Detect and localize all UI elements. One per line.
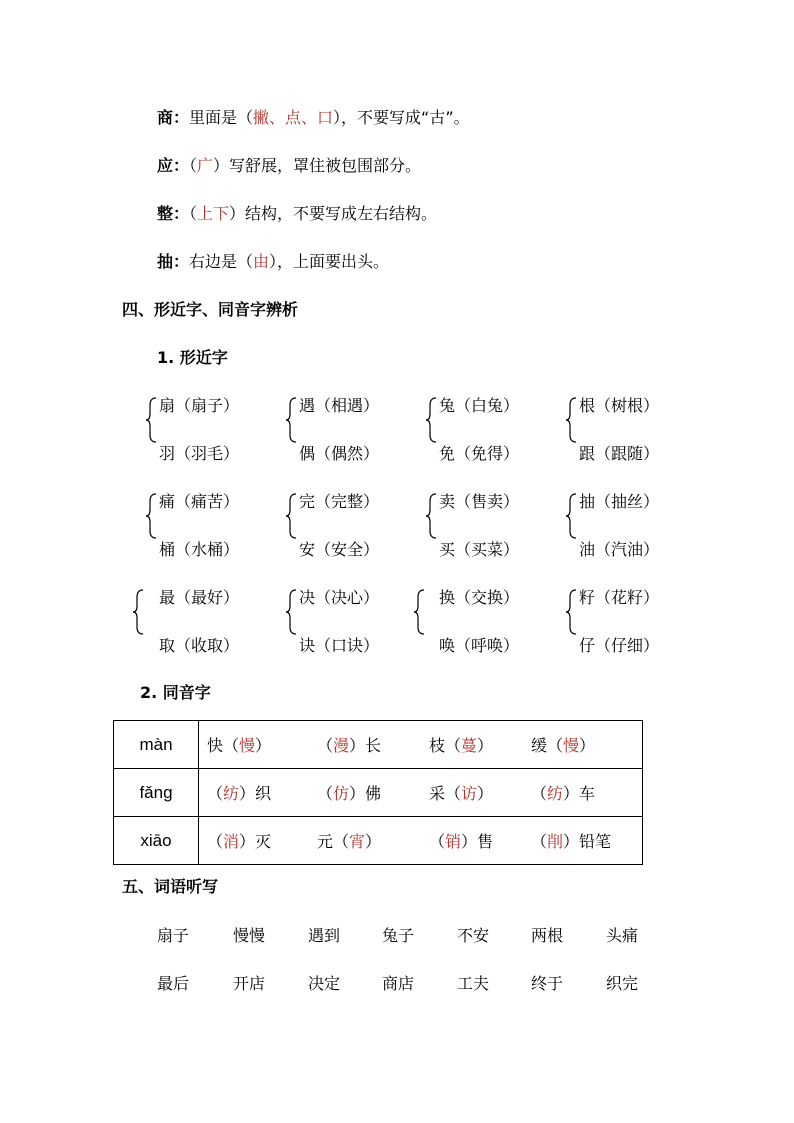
- char-pair-bottom: 免（免得）: [439, 444, 520, 463]
- homophone-word: （漫）长: [317, 736, 382, 755]
- char-pair-top: 换（交换）: [439, 588, 520, 607]
- char-pair-bottom: 羽（羽毛）: [159, 444, 240, 463]
- pinyin-cell: xiāo: [114, 817, 199, 865]
- char-pair-bottom: 唤（呼唤）: [439, 636, 520, 655]
- dictation-word: 工夫: [457, 974, 490, 993]
- brace-icon: [145, 493, 157, 539]
- char-pair: [425, 395, 555, 467]
- char-pair-top: 扇（扇子）: [159, 396, 240, 415]
- char-pair-bottom: 取（收取）: [159, 636, 240, 655]
- note-char: 整：: [157, 204, 190, 223]
- note-text: （: [189, 204, 198, 223]
- brace-icon: [285, 493, 297, 539]
- brace-icon: [425, 493, 437, 539]
- words-cell: [199, 721, 643, 769]
- char-pair-bottom: 仔（仔细）: [579, 636, 660, 655]
- dictation-word: 开店: [233, 974, 266, 993]
- words-cell: [199, 769, 643, 817]
- note-text: 里面是（: [189, 108, 254, 127]
- subsection-heading: 1. 形近字: [157, 348, 228, 367]
- brace-icon: [565, 589, 577, 635]
- char-pair-top: 决（决心）: [299, 588, 380, 607]
- char-pair: [285, 491, 415, 563]
- words-cell: [199, 817, 643, 865]
- section-heading: 五、词语听写: [122, 877, 219, 896]
- homophone-word: 缓（慢）: [531, 736, 596, 755]
- note-line: [157, 203, 437, 225]
- note-text: （: [189, 156, 198, 175]
- char-pair-bottom: 买（买菜）: [439, 540, 520, 559]
- char-pair: [145, 395, 275, 467]
- char-pair-top: 籽（花籽）: [579, 588, 660, 607]
- section-heading: 四、形近字、同音字辨析: [122, 300, 299, 319]
- char-pair-top: 抽（抽丝）: [579, 492, 660, 511]
- note-line: [157, 251, 389, 273]
- dictation-word: 兔子: [382, 926, 415, 945]
- homophone-word: （销）售: [429, 832, 494, 851]
- brace-icon: [413, 589, 425, 635]
- table-row: [114, 769, 643, 817]
- char-pair: [565, 587, 695, 659]
- note-text: ），上面要出头。: [269, 252, 390, 271]
- char-pair-top: 兔（白兔）: [439, 396, 520, 415]
- note-char: 商：: [157, 108, 190, 127]
- char-pair-bottom: 跟（跟随）: [579, 444, 660, 463]
- brace-icon: [285, 397, 297, 443]
- brace-icon: [565, 397, 577, 443]
- homophone-word: 枝（蔓）: [429, 736, 494, 755]
- note-text: ）写舒展，罩住被包围部分。: [213, 156, 422, 175]
- note-line: [157, 155, 421, 177]
- char-pair-top: 痛（痛苦）: [159, 492, 240, 511]
- dictation-word: 扇子: [157, 926, 190, 945]
- char-pair-bottom: 偶（偶然）: [299, 444, 380, 463]
- char-pair-top: 遇（相遇）: [299, 396, 380, 415]
- homophone-word: （消）灭: [207, 832, 272, 851]
- note-answer: 广: [197, 156, 214, 175]
- note-text: 右边是（: [189, 252, 254, 271]
- char-pair: [132, 587, 272, 659]
- pinyin-cell: fǎng: [114, 769, 199, 817]
- brace-icon: [565, 493, 577, 539]
- dictation-word: 不安: [457, 926, 490, 945]
- char-pair-bottom: 安（安全）: [299, 540, 380, 559]
- char-pair: [565, 395, 695, 467]
- note-answer: 上下: [197, 204, 230, 223]
- char-pair-top: 完（完整）: [299, 492, 380, 511]
- table-row: [114, 817, 643, 865]
- note-text: ），不要写成“古”。: [333, 108, 470, 127]
- pinyin-cell: màn: [114, 721, 199, 769]
- note-char: 抽：: [157, 252, 190, 271]
- homophone-word: （纺）织: [207, 784, 272, 803]
- note-answer: 撇、点、口: [253, 108, 334, 127]
- dictation-word: 决定: [308, 974, 341, 993]
- note-char: 应：: [157, 156, 190, 175]
- char-pair-bottom: 油（汽油）: [579, 540, 660, 559]
- note-answer: 由: [253, 252, 270, 271]
- homophone-word: （纺）车: [531, 784, 596, 803]
- char-pair: [413, 587, 553, 659]
- homophone-word: 快（慢）: [207, 736, 272, 755]
- table-row: [114, 721, 643, 769]
- brace-icon: [145, 397, 157, 443]
- homophone-table: [113, 720, 643, 865]
- dictation-word: 商店: [382, 974, 415, 993]
- homophone-word: （仿）佛: [317, 784, 382, 803]
- dictation-word: 织完: [606, 974, 639, 993]
- dictation-word: 终于: [531, 974, 564, 993]
- char-pair: [285, 395, 415, 467]
- dictation-word: 慢慢: [233, 926, 266, 945]
- char-pair-bottom: 桶（水桶）: [159, 540, 240, 559]
- dictation-word: 遇到: [308, 926, 341, 945]
- brace-icon: [425, 397, 437, 443]
- char-pair: [425, 491, 555, 563]
- char-pair: [565, 491, 695, 563]
- homophone-word: （削）铅笔: [531, 832, 612, 851]
- char-pair-bottom: 诀（口诀）: [299, 636, 380, 655]
- dictation-word: 最后: [157, 974, 190, 993]
- dictation-word: 头痛: [606, 926, 639, 945]
- note-line: [157, 107, 470, 129]
- homophone-word: 元（宵）: [317, 832, 382, 851]
- char-pair-top: 卖（售卖）: [439, 492, 520, 511]
- brace-icon: [285, 589, 297, 635]
- char-pair-top: 根（树根）: [579, 396, 660, 415]
- subsection-heading: 2. 同音字: [140, 683, 211, 702]
- note-text: ）结构，不要写成左右结构。: [229, 204, 438, 223]
- char-pair: [285, 587, 415, 659]
- char-pair-top: 最（最好）: [159, 588, 240, 607]
- dictation-word: 两根: [531, 926, 564, 945]
- homophone-word: 采（访）: [429, 784, 494, 803]
- brace-icon: [132, 589, 144, 635]
- char-pair: [145, 491, 275, 563]
